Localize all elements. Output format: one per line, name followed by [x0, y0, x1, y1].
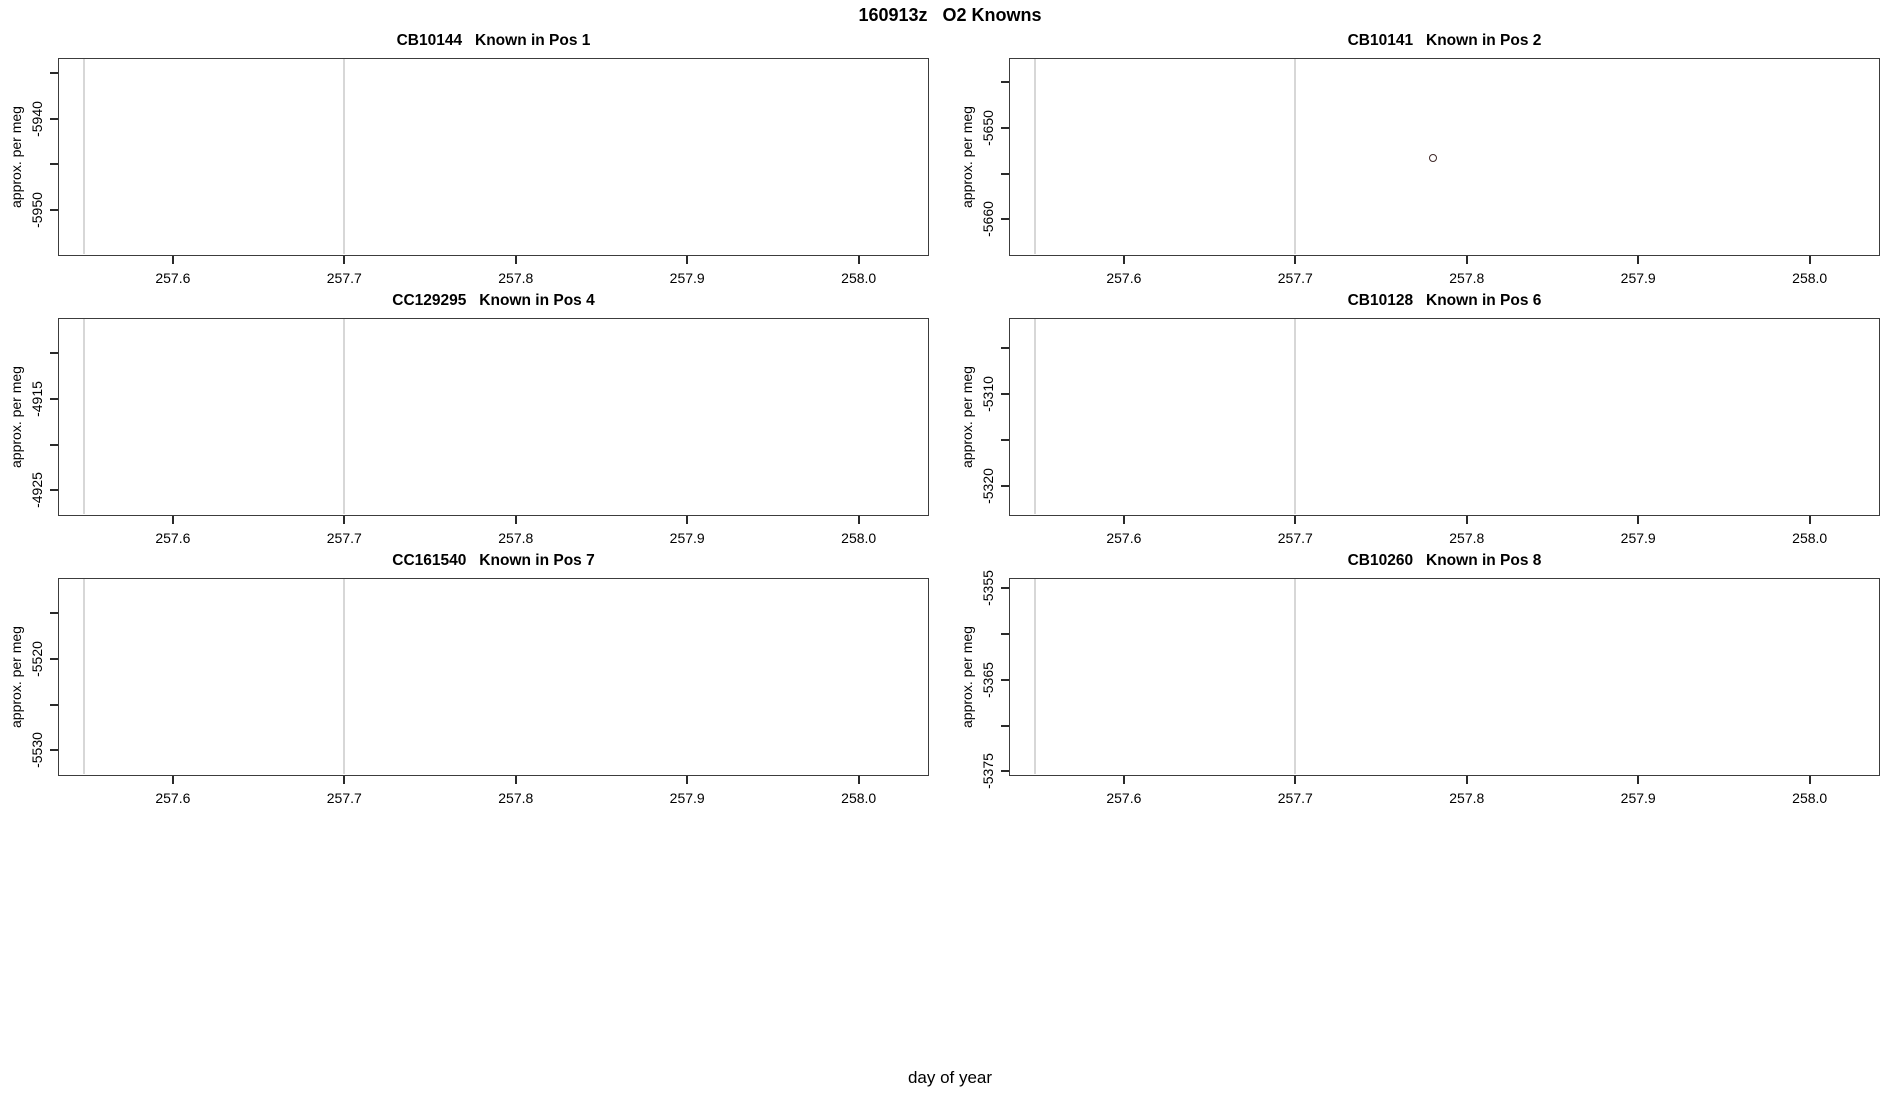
x-tick-mark	[1294, 516, 1296, 524]
x-tick-mark	[172, 516, 174, 524]
y-tick-mark	[1001, 439, 1009, 441]
panel-title: CB10260 Known in Pos 8	[1347, 552, 1542, 569]
y-tick-label: -5320	[980, 467, 996, 504]
y-tick-mark	[1001, 485, 1009, 487]
x-tick-mark	[1637, 516, 1639, 524]
y-tick-mark	[50, 118, 58, 120]
y-tick-label: -4925	[29, 472, 45, 509]
x-tick-label: 257.8	[1449, 790, 1485, 806]
x-tick-label: 257.7	[326, 790, 362, 806]
plot-panel-box	[1009, 318, 1880, 516]
event-vline	[1294, 59, 1296, 254]
y-tick-mark	[1001, 679, 1009, 681]
x-tick-label: 258.0	[841, 530, 877, 546]
x-tick-mark	[1294, 776, 1296, 784]
y-tick-mark	[50, 444, 58, 446]
x-axis-label: day of year	[907, 1068, 993, 1087]
x-tick-mark	[343, 776, 345, 784]
y-tick-mark	[50, 163, 58, 165]
y-tick-label: -5940	[29, 100, 45, 137]
x-tick-mark	[1809, 516, 1811, 524]
event-vline	[343, 579, 345, 774]
y-tick-mark	[1001, 218, 1009, 220]
data-point	[1429, 154, 1437, 162]
y-tick-mark	[50, 209, 58, 211]
y-axis-unit-label: approx. per meg	[8, 366, 24, 468]
y-tick-label: -4915	[29, 380, 45, 417]
plot-panel-box	[58, 318, 929, 516]
x-tick-mark	[1123, 776, 1125, 784]
y-tick-mark	[1001, 127, 1009, 129]
event-vline	[343, 319, 345, 514]
y-axis-unit-label: approx. per meg	[959, 106, 975, 208]
x-tick-label: 257.8	[1449, 530, 1485, 546]
y-tick-label: -5530	[29, 732, 45, 769]
x-tick-mark	[1123, 516, 1125, 524]
x-tick-label: 258.0	[1792, 530, 1828, 546]
y-tick-mark	[50, 398, 58, 400]
x-tick-label: 257.7	[1277, 270, 1313, 286]
plot-panel-box	[1009, 578, 1880, 776]
x-tick-label: 257.6	[155, 790, 191, 806]
event-vline	[1034, 579, 1036, 774]
x-tick-label: 257.9	[669, 530, 705, 546]
y-tick-mark	[1001, 393, 1009, 395]
plot-panel-box	[58, 578, 929, 776]
event-vline	[343, 59, 345, 254]
x-tick-label: 257.6	[1106, 790, 1142, 806]
event-vline	[1294, 579, 1296, 774]
panel-title: CC129295 Known in Pos 4	[392, 292, 595, 309]
x-tick-mark	[1466, 516, 1468, 524]
x-tick-label: 257.9	[669, 790, 705, 806]
x-tick-label: 257.8	[498, 270, 534, 286]
x-tick-label: 257.7	[326, 530, 362, 546]
event-vline	[83, 59, 85, 254]
x-tick-label: 257.9	[1620, 530, 1656, 546]
x-tick-label: 258.0	[841, 270, 877, 286]
x-tick-label: 258.0	[1792, 790, 1828, 806]
y-tick-label: -5375	[980, 753, 996, 790]
x-tick-mark	[1123, 256, 1125, 264]
x-tick-mark	[1466, 776, 1468, 784]
x-tick-mark	[1637, 776, 1639, 784]
event-vline	[1034, 319, 1036, 514]
y-tick-mark	[1001, 770, 1009, 772]
event-vline	[83, 319, 85, 514]
panel-title: CB10128 Known in Pos 6	[1347, 292, 1542, 309]
x-tick-mark	[686, 516, 688, 524]
y-axis-unit-label: approx. per meg	[959, 366, 975, 468]
x-tick-label: 257.6	[1106, 530, 1142, 546]
y-tick-mark	[1001, 81, 1009, 83]
y-axis-unit-label: approx. per meg	[959, 626, 975, 728]
y-tick-mark	[1001, 347, 1009, 349]
plot-panel-box	[58, 58, 929, 256]
x-tick-label: 257.6	[155, 270, 191, 286]
x-tick-label: 258.0	[1792, 270, 1828, 286]
x-tick-label: 257.7	[326, 270, 362, 286]
x-tick-label: 257.7	[1277, 530, 1313, 546]
y-tick-label: -5520	[29, 640, 45, 677]
y-tick-label: -5950	[29, 192, 45, 229]
x-tick-mark	[515, 256, 517, 264]
x-tick-label: 257.6	[1106, 270, 1142, 286]
x-tick-mark	[1809, 256, 1811, 264]
y-tick-label: -5660	[980, 201, 996, 238]
x-tick-mark	[172, 256, 174, 264]
x-tick-mark	[343, 256, 345, 264]
x-tick-mark	[858, 776, 860, 784]
x-tick-mark	[515, 776, 517, 784]
y-tick-mark	[1001, 633, 1009, 635]
x-tick-label: 257.6	[155, 530, 191, 546]
x-tick-label: 257.8	[1449, 270, 1485, 286]
figure-title: 160913z O2 Knowns	[858, 5, 1042, 25]
x-tick-mark	[686, 256, 688, 264]
plot-panel-box	[1009, 58, 1880, 256]
x-tick-mark	[1466, 256, 1468, 264]
x-tick-mark	[1809, 776, 1811, 784]
y-tick-label: -5310	[980, 376, 996, 412]
y-tick-label: -5650	[980, 109, 996, 146]
x-tick-label: 257.7	[1277, 790, 1313, 806]
y-tick-mark	[50, 489, 58, 491]
x-tick-mark	[858, 256, 860, 264]
x-tick-mark	[686, 776, 688, 784]
y-tick-label: -5355	[980, 570, 996, 606]
y-tick-mark	[50, 749, 58, 751]
y-axis-unit-label: approx. per meg	[8, 106, 24, 208]
x-tick-mark	[515, 516, 517, 524]
panel-title: CB10144 Known in Pos 1	[396, 32, 591, 49]
y-tick-mark	[50, 658, 58, 660]
y-tick-mark	[1001, 725, 1009, 727]
y-tick-mark	[1001, 587, 1009, 589]
panel-title: CB10141 Known in Pos 2	[1347, 32, 1542, 49]
y-tick-mark	[50, 704, 58, 706]
x-tick-mark	[1294, 256, 1296, 264]
event-vline	[1294, 319, 1296, 514]
y-tick-mark	[50, 352, 58, 354]
x-tick-label: 257.8	[498, 790, 534, 806]
x-tick-label: 257.9	[669, 270, 705, 286]
x-tick-mark	[858, 516, 860, 524]
y-tick-mark	[50, 72, 58, 74]
y-tick-mark	[50, 612, 58, 614]
x-tick-label: 257.9	[1620, 270, 1656, 286]
x-tick-label: 257.8	[498, 530, 534, 546]
event-vline	[83, 579, 85, 774]
y-axis-unit-label: approx. per meg	[8, 626, 24, 728]
x-tick-mark	[1637, 256, 1639, 264]
y-tick-mark	[1001, 173, 1009, 175]
x-tick-mark	[172, 776, 174, 784]
x-tick-label: 258.0	[841, 790, 877, 806]
x-tick-mark	[343, 516, 345, 524]
panel-title: CC161540 Known in Pos 7	[392, 552, 595, 569]
event-vline	[1034, 59, 1036, 254]
x-tick-label: 257.9	[1620, 790, 1656, 806]
y-tick-label: -5365	[980, 661, 996, 698]
